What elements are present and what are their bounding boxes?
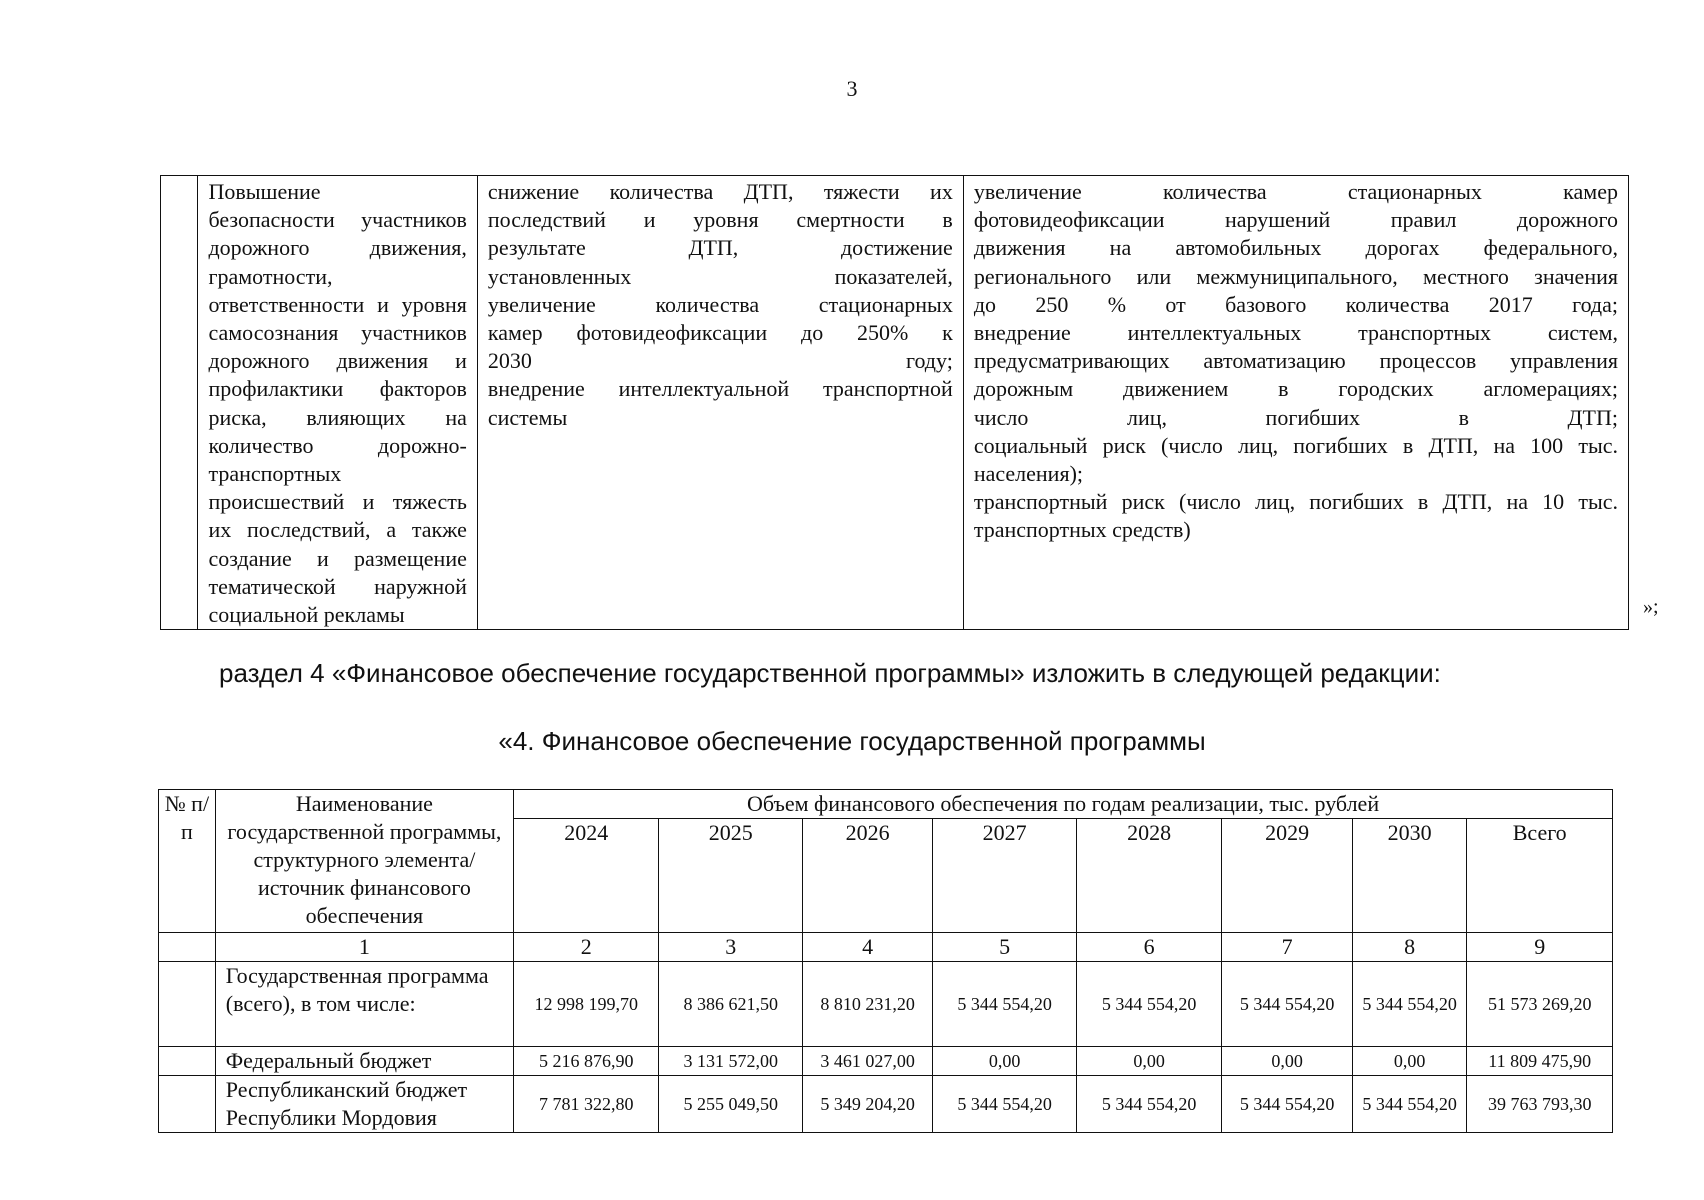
text-line: социальный риск (число лиц, погибших в ДТП, на 100 тыс. — [973, 432, 1618, 458]
value-cell: 7 781 322,80 — [514, 1076, 659, 1133]
text-line: социальной рекламы — [208, 602, 405, 628]
goals-row — [161, 176, 1629, 630]
year-header: 2025 — [659, 819, 802, 933]
goals-indicators-cell — [963, 176, 1628, 630]
value-cell: 5 344 554,20 — [1076, 1076, 1221, 1133]
row-number-cell — [159, 1047, 216, 1076]
total-cell: 39 763 793,30 — [1467, 1076, 1613, 1133]
text-line: снижение количества ДТП, тяжести их — [487, 179, 953, 204]
value-cell: 5 344 554,20 — [1352, 962, 1467, 1047]
text-line: их последствий, а также — [208, 517, 467, 543]
value-cell: 5 344 554,20 — [1352, 1076, 1467, 1133]
text-line: транспортных средств) — [973, 517, 1191, 543]
value-cell: 0,00 — [1352, 1047, 1467, 1076]
goals-table — [160, 175, 1629, 630]
value-cell: 0,00 — [933, 1047, 1076, 1076]
row-number-cell — [159, 1076, 216, 1133]
closing-quote-mark: »; — [1643, 596, 1659, 618]
column-index: 8 — [1352, 933, 1467, 962]
text-line: ответственности и уровня — [208, 291, 467, 317]
text-line: дорожного движения и — [208, 348, 467, 374]
finance-table — [158, 789, 1613, 1133]
text-line: увеличение количества стационарных камер — [973, 179, 1618, 204]
header-volume: Объем финансового обеспечения по годам реализации, тыс. рублей — [514, 790, 1613, 819]
text-line: последствий и уровня смертности в — [487, 207, 953, 233]
year-header: 2030 — [1352, 819, 1467, 933]
table-row — [159, 1076, 1613, 1133]
text-line: Повышение — [208, 179, 321, 204]
goals-task-cell — [198, 176, 477, 630]
table-row — [159, 962, 1613, 1047]
text-line: системы — [487, 404, 568, 430]
text-line: результате ДТП, достижение — [487, 235, 953, 261]
column-index: 2 — [514, 933, 659, 962]
column-index: 5 — [933, 933, 1076, 962]
text-line: населения); — [973, 461, 1084, 487]
text-line: 2030 году; — [487, 348, 953, 374]
value-cell: 0,00 — [1076, 1047, 1221, 1076]
goals-number-cell — [161, 176, 198, 630]
text-line: количество дорожно- — [208, 432, 467, 458]
total-cell: 11 809 475,90 — [1467, 1047, 1613, 1076]
row-number-cell — [159, 962, 216, 1047]
goals-effect-cell — [477, 176, 963, 630]
text-line: фотовидеофиксации нарушений правил дорожного — [973, 207, 1618, 233]
value-cell: 5 344 554,20 — [933, 962, 1076, 1047]
value-cell: 3 461 027,00 — [802, 1047, 933, 1076]
text-line: транспортный риск (число лиц, погибших в ДТП, на 10 тыс. — [973, 489, 1618, 515]
year-header: 2026 — [802, 819, 933, 933]
text-line: камер фотовидеофиксации до 250% к — [487, 320, 953, 346]
text-line: движения на автомобильных дорогах федерального, — [973, 235, 1618, 261]
text-line: внедрение интеллектуальной транспортной — [487, 376, 953, 402]
table-row — [159, 1047, 1613, 1076]
text-line: создание и размещение — [208, 545, 467, 571]
value-cell: 5 349 204,20 — [802, 1076, 933, 1133]
value-cell: 5 344 554,20 — [933, 1076, 1076, 1133]
column-index: 4 — [802, 933, 933, 962]
row-name: Государственная программа (всего), в том числе: — [215, 962, 513, 1047]
total-cell: 51 573 269,20 — [1467, 962, 1613, 1047]
text-line: увеличение количества стационарных — [487, 291, 953, 317]
value-cell: 3 131 572,00 — [659, 1047, 802, 1076]
total-header: Всего — [1467, 819, 1613, 933]
text-line: происшествий и тяжесть — [208, 489, 467, 515]
text-line: самосознания участников — [208, 320, 467, 346]
text-line: до 250 % от базового количества 2017 года; — [973, 291, 1618, 317]
text-line: транспортных — [208, 461, 342, 487]
column-index — [159, 933, 216, 962]
text-line: профилактики факторов — [208, 376, 467, 402]
text-line: регионального или межмуниципального, местного значения — [973, 263, 1618, 289]
section-title: «4. Финансовое обеспечение государственной программы — [498, 726, 1206, 756]
text-line: предусматривающих автоматизацию процессов управления — [973, 348, 1618, 374]
column-index: 7 — [1222, 933, 1353, 962]
year-header: 2027 — [933, 819, 1076, 933]
amendment-intro-text: раздел 4 «Финансовое обеспечение государственной программы» изложить в следующей редакции: — [219, 658, 1441, 688]
year-header: 2024 — [514, 819, 659, 933]
text-line: риска, влияющих на — [208, 404, 467, 430]
column-index-row — [159, 933, 1613, 962]
text-line: дорожного движения, — [208, 235, 467, 261]
text-line: безопасности участников — [208, 207, 467, 233]
text-line: грамотности, — [208, 263, 333, 289]
value-cell: 5 344 554,20 — [1222, 1076, 1353, 1133]
header-number: № п/п — [159, 790, 216, 933]
finance-header-row — [159, 790, 1613, 819]
text-line: число лиц, погибших в ДТП; — [973, 404, 1618, 430]
column-index: 9 — [1467, 933, 1613, 962]
value-cell: 8 386 621,50 — [659, 962, 802, 1047]
value-cell: 5 255 049,50 — [659, 1076, 802, 1133]
value-cell: 8 810 231,20 — [802, 962, 933, 1047]
value-cell: 0,00 — [1222, 1047, 1353, 1076]
text-line: внедрение интеллектуальных транспортных систем, — [973, 320, 1618, 346]
value-cell: 12 998 199,70 — [514, 962, 659, 1047]
column-index: 1 — [215, 933, 513, 962]
row-name: Федеральный бюджет — [215, 1047, 513, 1076]
column-index: 3 — [659, 933, 802, 962]
header-name: Наименование государственной программы, структурного элемента/источник финансового обеспечения — [215, 790, 513, 933]
page-number: 3 — [846, 76, 858, 101]
value-cell: 5 216 876,90 — [514, 1047, 659, 1076]
row-name: Республиканский бюджет Республики Мордовия — [215, 1076, 513, 1133]
column-index: 6 — [1076, 933, 1221, 962]
text-line: дорожным движением в городских агломерациях; — [973, 376, 1618, 402]
year-header: 2029 — [1222, 819, 1353, 933]
text-line: установленных показателей, — [487, 263, 953, 289]
value-cell: 5 344 554,20 — [1222, 962, 1353, 1047]
text-line: тематической наружной — [208, 573, 467, 599]
value-cell: 5 344 554,20 — [1076, 962, 1221, 1047]
year-header: 2028 — [1076, 819, 1221, 933]
